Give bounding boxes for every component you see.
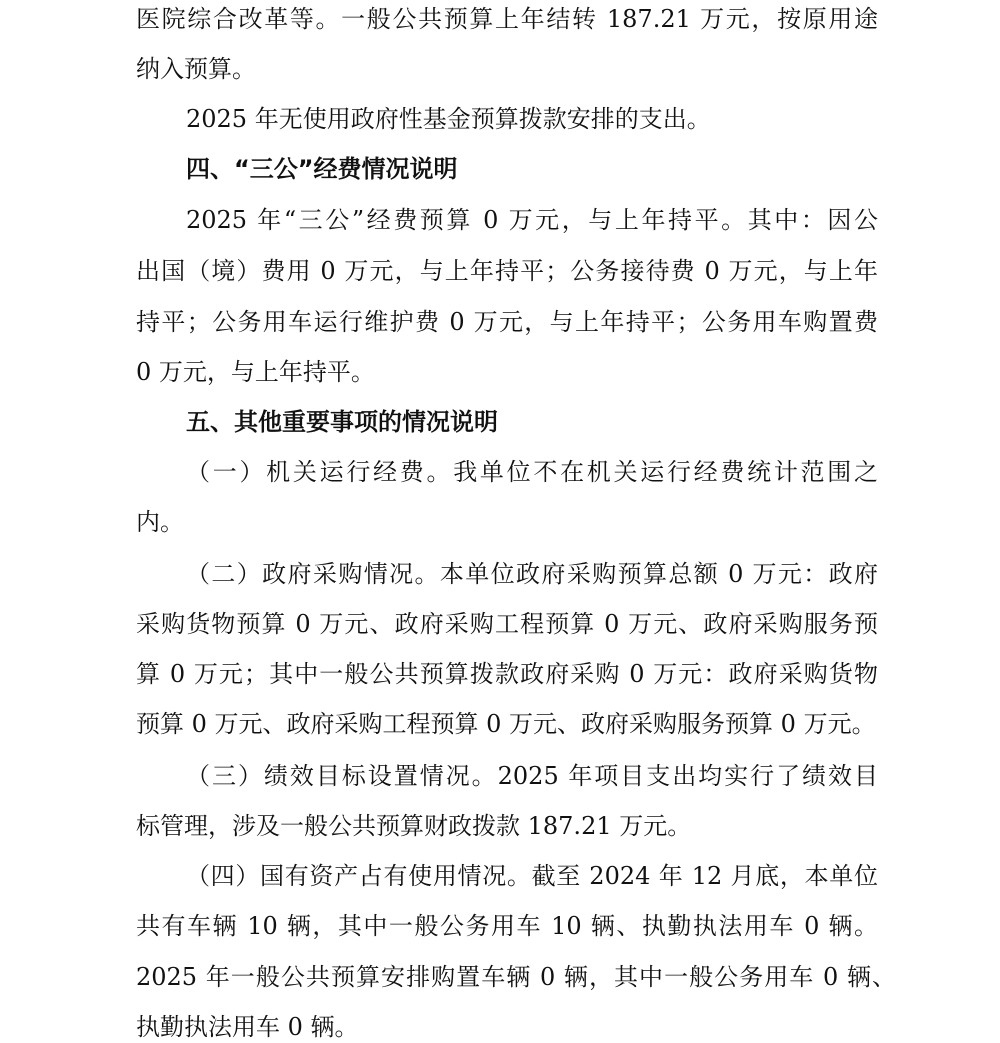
body-text-line: 2025 年“三公”经费预算 0 万元，与上年持平。其中：因公 [186,206,878,234]
section-heading: 五、其他重要事项的情况说明 [186,408,498,436]
body-text-line: 采购货物预算 0 万元、政府采购工程预算 0 万元、政府采购服务预 [136,610,878,638]
body-text-line: 纳入预算。 [136,55,256,83]
body-text-line: 出国（境）费用 0 万元，与上年持平；公务接待费 0 万元，与上年 [136,257,878,285]
section-heading: 四、“三公”经费情况说明 [186,155,458,183]
body-text-line: 持平；公务用车运行维护费 0 万元，与上年持平；公务用车购置费 [136,308,878,336]
body-text-line: 医院综合改革等。一般公共预算上年结转 187.21 万元，按原用途 [136,5,878,33]
body-text-line: 内。 [136,508,184,536]
body-text-line: 算 0 万元；其中一般公共预算拨款政府采购 0 万元：政府采购货物 [136,660,878,688]
body-text-line: 2025 年一般公共预算安排购置车辆 0 辆，其中一般公务用车 0 辆、 [136,963,896,991]
body-text-line: 2025 年无使用政府性基金预算拨款安排的支出。 [186,105,711,133]
body-text-line: 共有车辆 10 辆，其中一般公务用车 10 辆、执勤执法用车 0 辆。 [136,912,878,940]
body-text-line: 0 万元，与上年持平。 [136,358,375,386]
body-text-line: （四）国有资产占有使用情况。截至 2024 年 12 月底，本单位 [186,862,878,890]
body-text-line: 预算 0 万元、政府采购工程预算 0 万元、政府采购服务预算 0 万元。 [136,710,876,738]
body-text-line: （三）绩效目标设置情况。2025 年项目支出均实行了绩效目 [186,762,878,790]
body-text-line: 执勤执法用车 0 辆。 [136,1013,359,1041]
body-text-line: （一）机关运行经费。我单位不在机关运行经费统计范围之 [186,458,878,486]
body-text-line: （二）政府采购情况。本单位政府采购预算总额 0 万元：政府 [186,560,878,588]
body-text-line: 标管理，涉及一般公共预算财政拨款 187.21 万元。 [136,812,692,840]
